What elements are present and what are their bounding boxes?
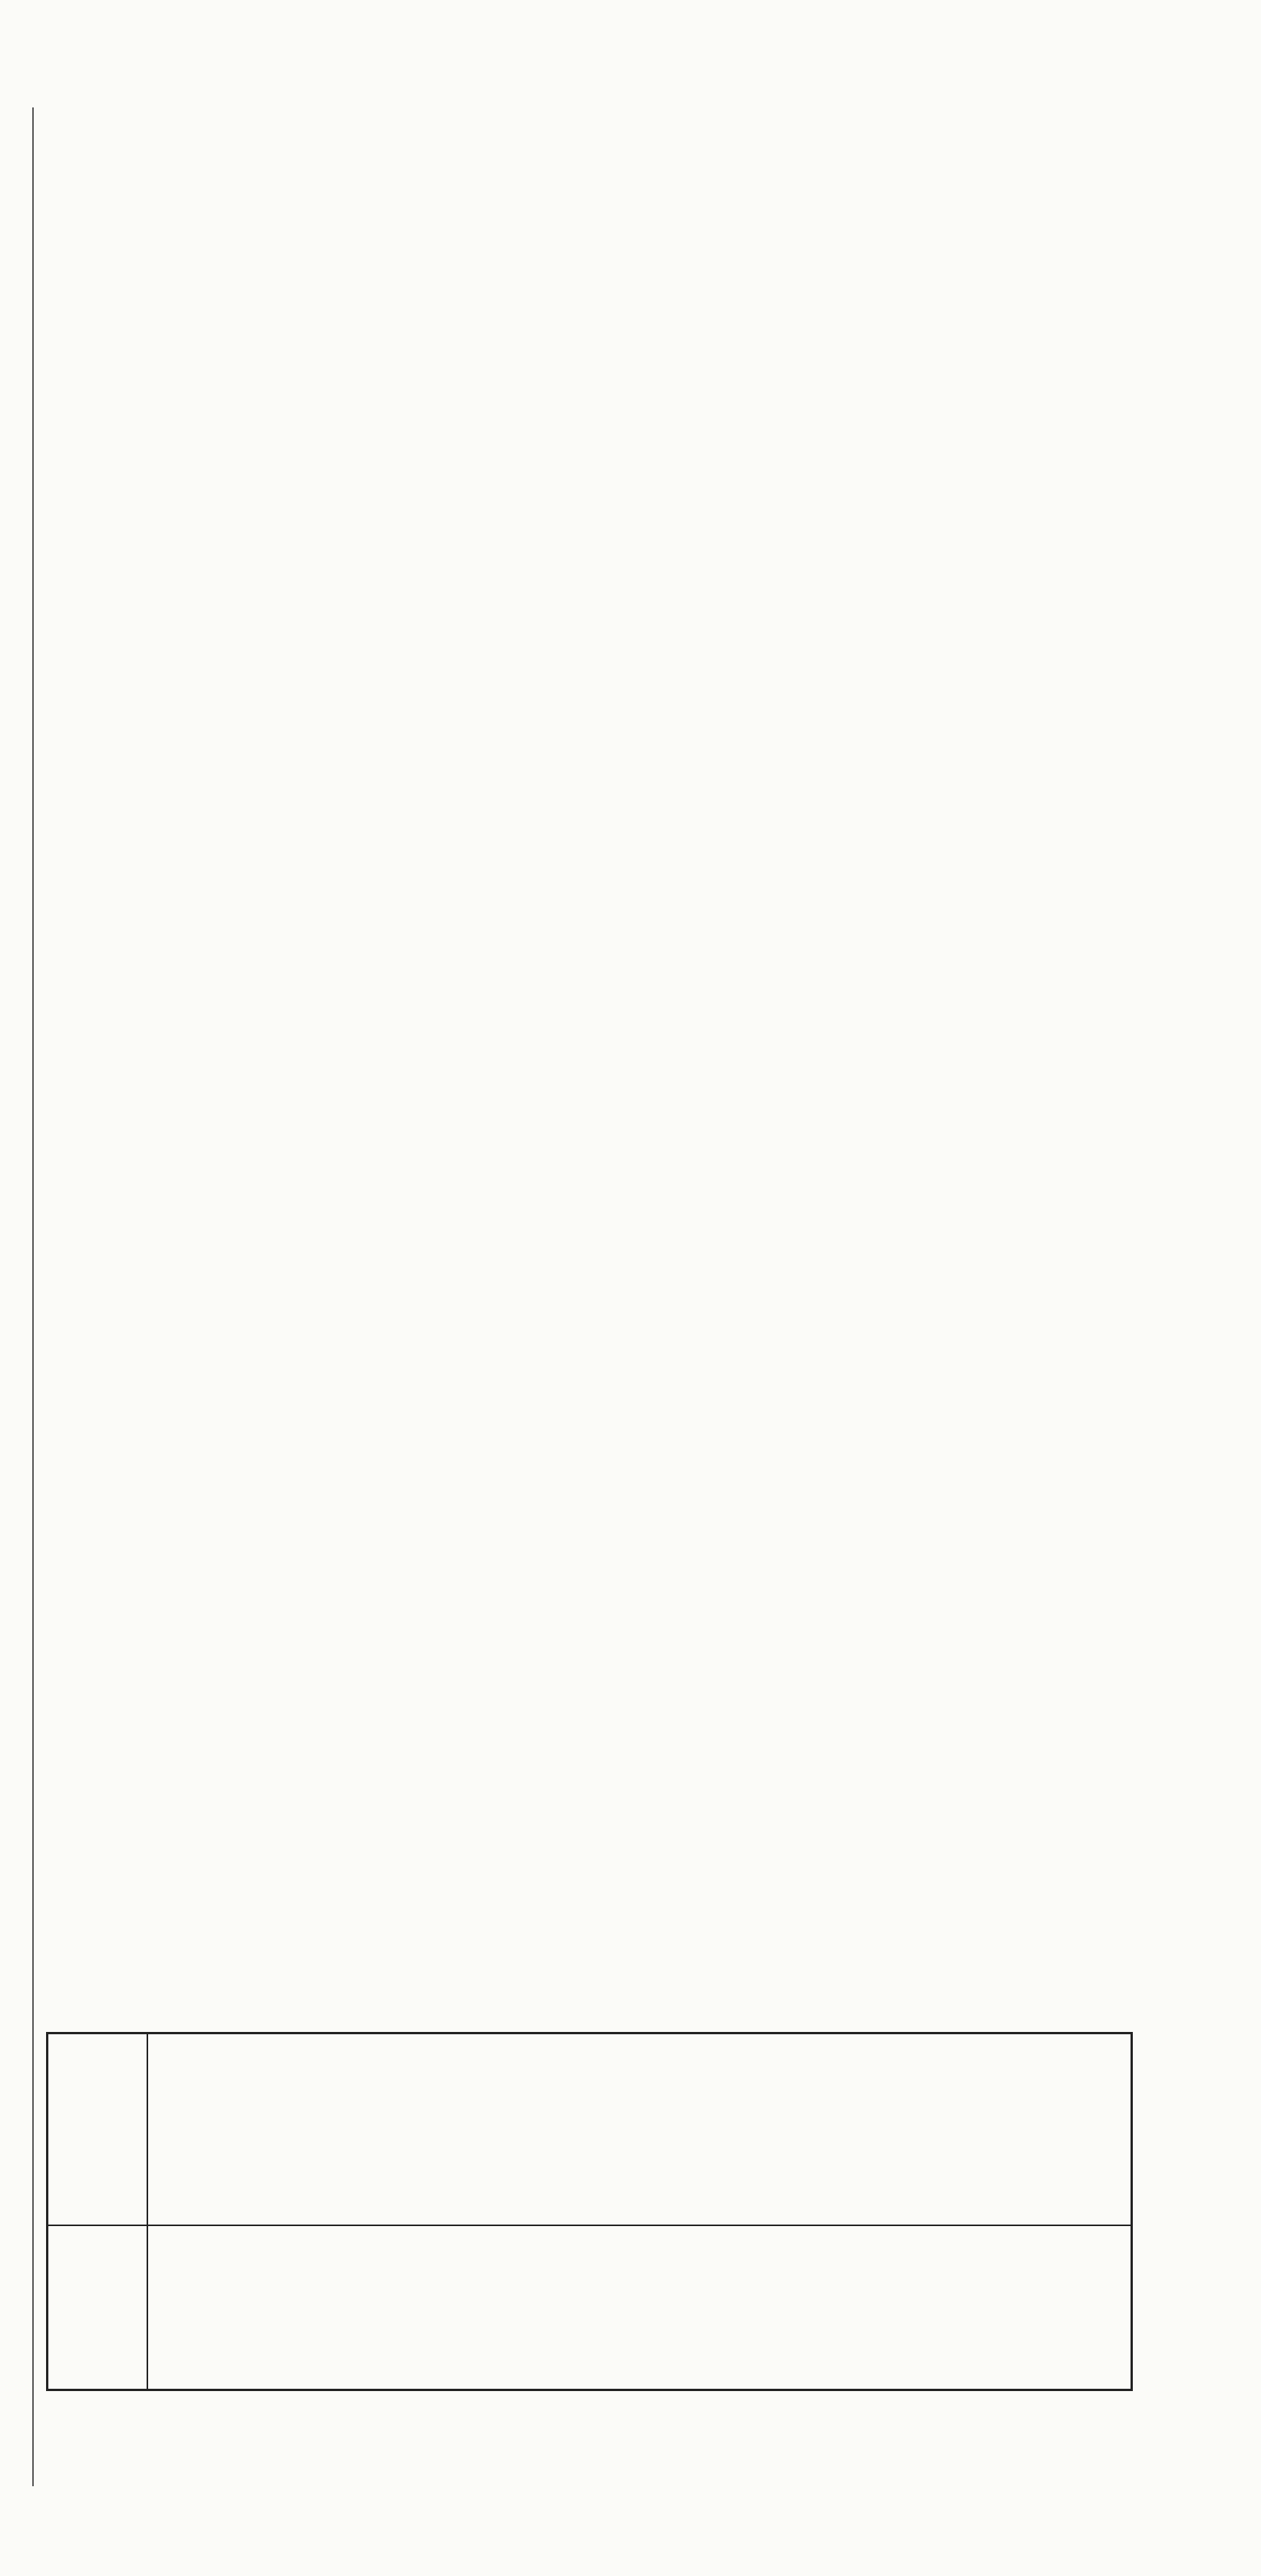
- profile-table: [46, 2032, 1133, 2391]
- section4-instruction: [46, 1921, 1124, 1951]
- margin-rule: [32, 107, 34, 2486]
